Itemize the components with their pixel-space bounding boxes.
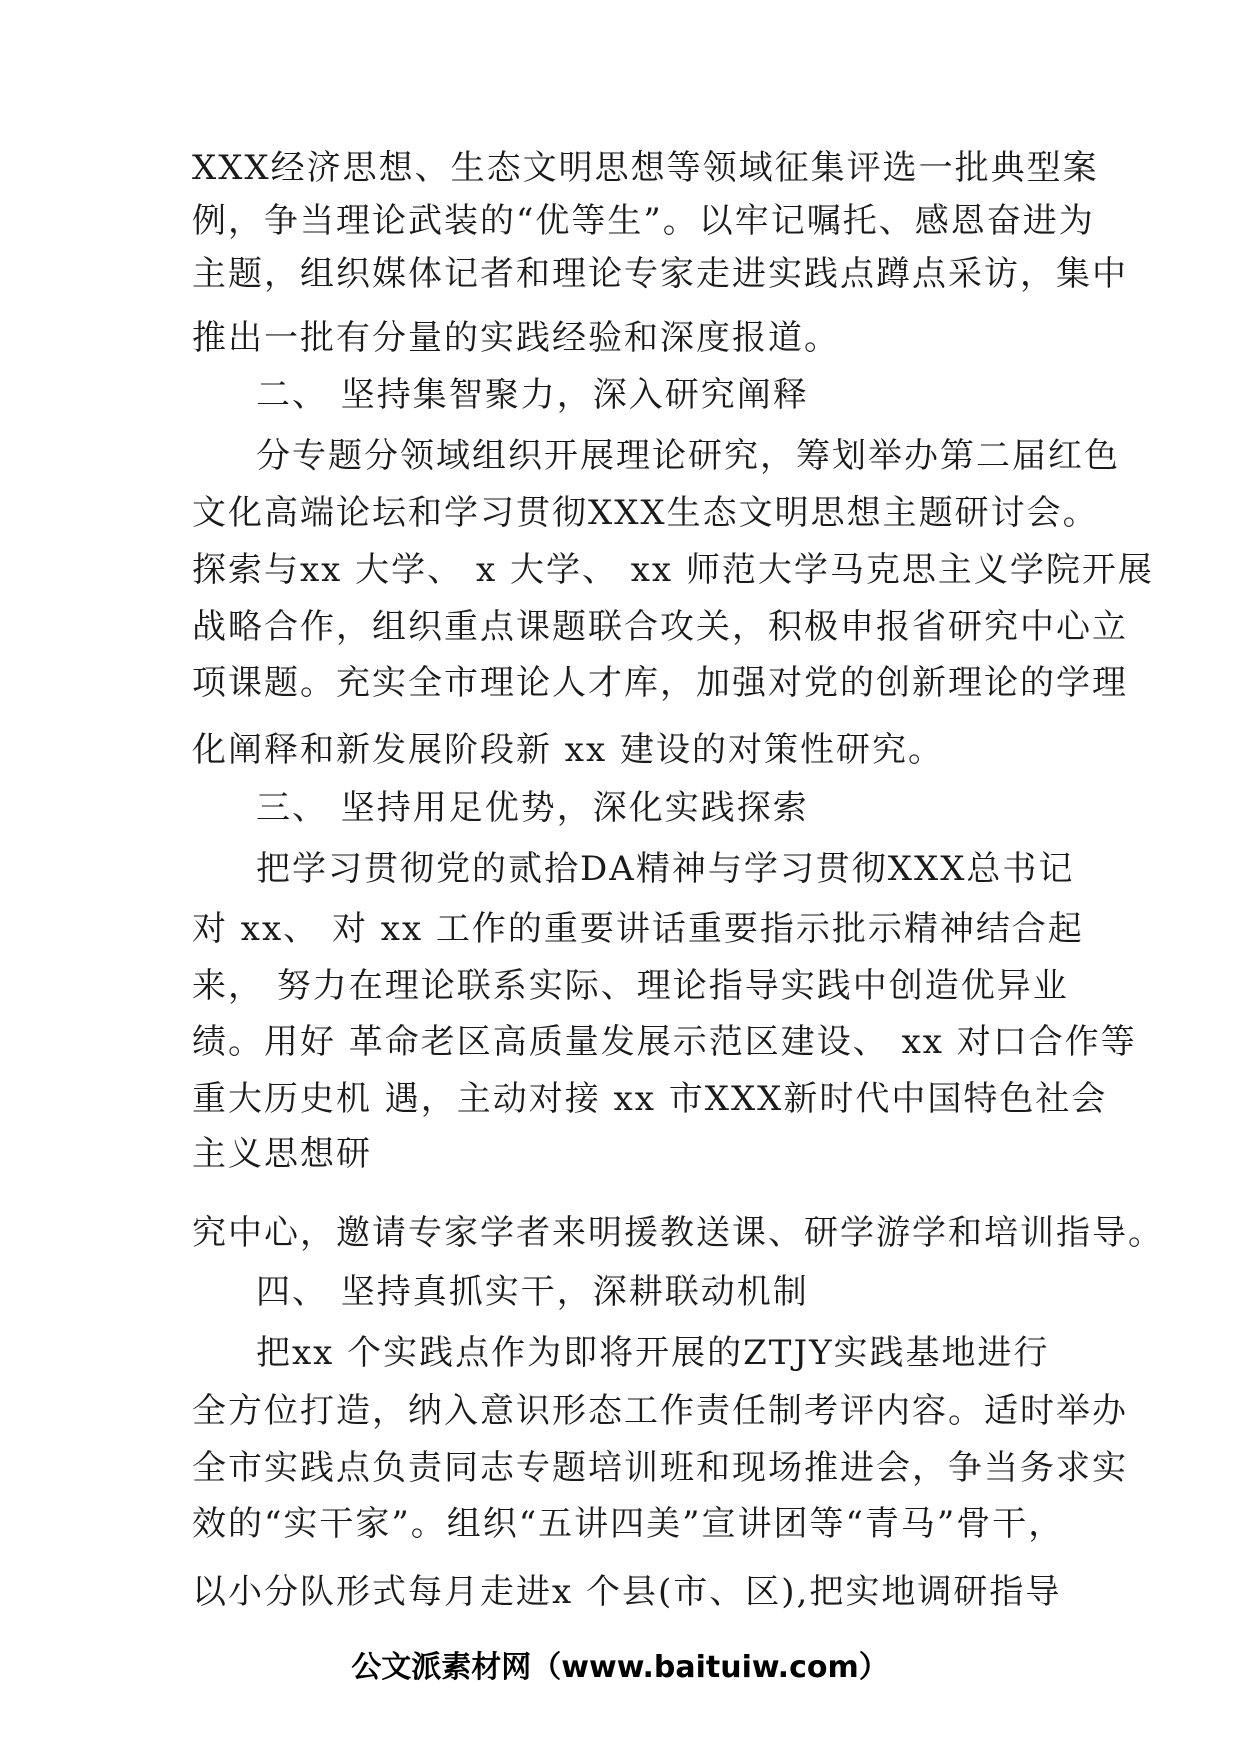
section-heading: 二、 坚持集智聚力，深入研究阐释 — [256, 375, 809, 415]
text-line: 主题，组织媒体记者和理论专家走进实践点蹲点采访，集中 — [192, 254, 1128, 294]
text-line: 全方位打造，纳入意识形态工作责任制考评内容。适时举办 — [192, 1391, 1128, 1431]
text-line: 项课题。充实全市理论人才库，加强对党的创新理论的学理 — [192, 663, 1128, 703]
text-line: XXX经济思想、生态文明思想等领域征集评选一批典型案 — [192, 148, 1099, 188]
text-line: 绩。用好 革命老区高质量发展示范区建设、 xx 对口合作等 — [192, 1022, 1137, 1062]
text-line: 主义思想研 — [192, 1134, 372, 1174]
text-line: 来， 努力在理论联系实际、理论指导实践中创造优异业 — [192, 966, 1069, 1006]
text-line: 把学习贯彻党的贰拾DA精神与学习贯彻XXX总书记 — [256, 849, 1075, 889]
text-line: 战略合作，组织重点课题联合攻关，积极申报省研究中心立 — [192, 607, 1128, 647]
text-line: 对 xx、 对 xx 工作的重要讲话重要指示批示精神结合起 — [192, 909, 1084, 949]
text-line: 全市实践点负责同志专题培训班和现场推进会，争当务求实 — [192, 1448, 1128, 1488]
text-line: 化阐释和新发展阶段新 xx 建设的对策性研究。 — [192, 730, 944, 770]
text-line: 效的“实干家”。组织“五讲四美”宣讲团等“青马”骨干， — [192, 1504, 1065, 1544]
text-line: 重大历史机 遇，主动对接 xx 市XXX新时代中国特色社会 — [192, 1079, 1108, 1119]
text-line: 探索与xx 大学、 x 大学、 xx 师范大学马克思主义学院开展 — [192, 550, 1154, 590]
text-line: 究中心，邀请专家学者来明援教送课、研学游学和培训指导。 — [192, 1213, 1164, 1253]
section-heading: 三、 坚持用足优势，深化实践探索 — [256, 788, 809, 828]
text-line: 推出一批有分量的实践经验和深度报道。 — [192, 318, 840, 358]
section-heading: 四、 坚持真抓实干，深耕联动机制 — [256, 1272, 809, 1312]
footer-watermark: 公文派素材网（www.baituiw.com） — [351, 1650, 889, 1685]
text-line: 分专题分领域组织开展理论研究，筹划举办第二届红色 — [256, 436, 1120, 476]
text-line: 把xx 个实践点作为即将开展的ZTJY实践基地进行 — [256, 1333, 1050, 1373]
text-line: 例，争当理论武装的“优等生”。以牢记嘱托、感恩奋进为 — [192, 201, 1095, 241]
text-line: 文化高端论坛和学习贯彻XXX生态文明思想主题研讨会。 — [192, 493, 1099, 533]
text-line: 以小分队形式每月走进x 个县(市、区),把实地调研指导 — [192, 1572, 1062, 1612]
